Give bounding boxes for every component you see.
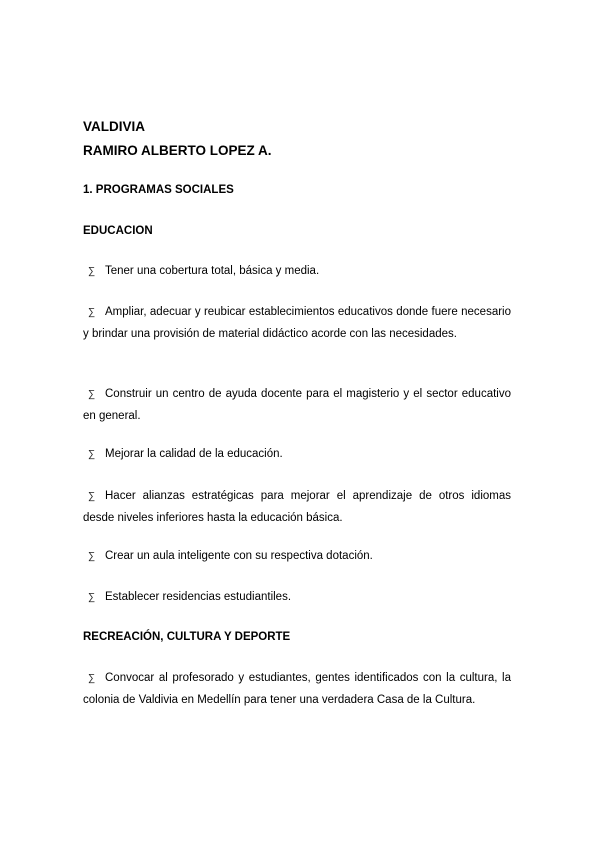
bullet-icon: ∑ <box>88 491 96 502</box>
education-item-text: Crear un aula inteligente con su respectiva dotación. <box>105 550 373 562</box>
bullet-icon: ∑ <box>88 389 96 400</box>
education-item-6 <box>83 546 511 568</box>
education-item-3 <box>83 384 511 426</box>
education-item-text: Ampliar, adecuar y reubicar establecimientos educativos donde fuere necesario y brindar una provisión de material didáctico acorde con las necesidades. <box>83 306 511 340</box>
section-title: 1. PROGRAMAS SOCIALES <box>83 184 234 196</box>
education-item-text: Construir un centro de ayuda docente para el magisterio y el sector educativo en general. <box>83 388 511 422</box>
recreation-item-1 <box>83 668 511 710</box>
recreation-item-text: Convocar al profesorado y estudiantes, gentes identificados con la cultura, la colonia de Valdivia en Medellín para tener una verdadera Casa de la Cultura. <box>83 672 511 706</box>
town-title: VALDIVIA <box>83 119 146 134</box>
bullet-icon: ∑ <box>88 307 96 318</box>
education-item-5 <box>83 486 511 528</box>
education-item-text: Tener una cobertura total, básica y media. <box>105 265 320 277</box>
education-item-2 <box>83 302 511 344</box>
education-item-text: Mejorar la calidad de la educación. <box>105 448 283 460</box>
bullet-icon: ∑ <box>88 551 96 562</box>
bullet-icon: ∑ <box>88 449 96 460</box>
education-item-4 <box>83 444 511 466</box>
education-item-7 <box>83 587 511 609</box>
bullet-icon: ∑ <box>88 592 96 603</box>
bullet-icon: ∑ <box>88 673 96 684</box>
recreation-heading: RECREACIÓN, CULTURA Y DEPORTE <box>83 631 291 643</box>
education-heading: EDUCACION <box>83 225 153 237</box>
education-item-1 <box>83 261 511 283</box>
education-item-text: Establecer residencias estudiantiles. <box>105 591 292 603</box>
education-item-text: Hacer alianzas estratégicas para mejorar el aprendizaje de otros idiomas desde niveles inferiores hasta la educación básica. <box>83 490 511 524</box>
candidate-name: RAMIRO ALBERTO LOPEZ A. <box>83 143 272 158</box>
bullet-icon: ∑ <box>88 266 96 277</box>
